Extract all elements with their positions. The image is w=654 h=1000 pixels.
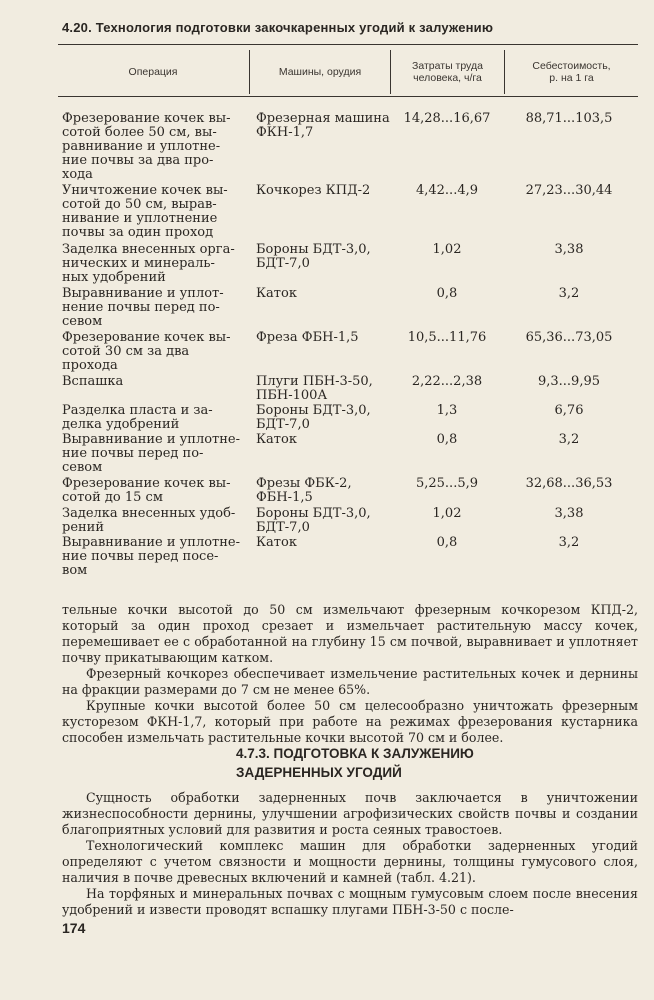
table-caption: 4.20. Технология подготовки закочкаренных угодий к залужению xyxy=(62,20,494,35)
machines-cell: Фрезы ФБК-2, ФБН-1,5 xyxy=(256,476,352,505)
machines-cell: Фрезерная машина ФКН-1,7 xyxy=(256,111,390,140)
operation-cell: Уничтожение кочек вы- сотой до 50 см, вырав- нивание и уплотнение почвы за один проход xyxy=(62,183,228,240)
paragraph: Сущность обработки задерненных почв заключается в уничтожении жизнеспособности дернины, улучшении агрофизических свойств почвы и создании благоприятных условий для развития и роста сеяных травостоев. xyxy=(62,790,638,837)
machines-cell: Каток xyxy=(256,535,297,550)
machines-cell: Кочкорез КПД-2 xyxy=(256,183,371,198)
machines-cell: Каток xyxy=(256,286,297,301)
cost-cell: 3,38 xyxy=(554,242,584,257)
body-text-bottom xyxy=(62,790,638,918)
operation-cell: Фрезерование кочек вы- сотой до 15 см xyxy=(62,476,231,505)
labor-cell: 0,8 xyxy=(436,432,458,447)
cost-cell: 27,23...30,44 xyxy=(525,183,613,198)
cost-cell: 3,38 xyxy=(554,506,584,521)
labor-cell: 4,42...4,9 xyxy=(415,183,479,198)
labor-cell: 14,28...16,67 xyxy=(403,111,491,126)
operation-cell: Выравнивание и уплотне- ние почвы перед по- севом xyxy=(62,432,240,475)
cost-cell: 3,2 xyxy=(558,535,580,550)
operation-cell: Заделка внесенных удоб- рений xyxy=(62,506,236,535)
cost-cell: 9,3...9,95 xyxy=(537,374,601,389)
header-machines: Машины, орудия xyxy=(278,66,362,78)
labor-cell: 2,22...2,38 xyxy=(411,374,483,389)
page-number: 174 xyxy=(62,920,86,936)
operation-cell: Выравнивание и уплот- нение почвы перед по- севом xyxy=(62,286,224,329)
operation-cell: Выравнивание и уплотне- ние почвы перед посе- вом xyxy=(62,535,240,578)
operation-cell: Заделка внесенных орга- нических и минераль- ных удобрений xyxy=(62,242,235,285)
cost-cell: 3,2 xyxy=(558,286,580,301)
paragraph: Технологический комплекс машин для обработки задерненных угодий определяют с учетом связности и мощности дернины, толщины гумусового слоя, наличия в почве древесных включений и камней (табл. 4.21). xyxy=(62,838,638,885)
machines-cell: Бороны БДТ-3,0, БДТ-7,0 xyxy=(256,242,371,271)
machines-cell: Каток xyxy=(256,432,297,447)
labor-cell: 5,25...5,9 xyxy=(415,476,479,491)
cost-cell: 65,36...73,05 xyxy=(525,330,613,345)
body-text-top xyxy=(62,602,638,746)
operation-cell: Вспашка xyxy=(62,374,124,389)
cost-cell: 32,68...36,53 xyxy=(525,476,613,491)
cost-cell: 6,76 xyxy=(554,403,584,418)
labor-cell: 1,02 xyxy=(432,506,462,521)
machines-cell: Бороны БДТ-3,0, БДТ-7,0 xyxy=(256,403,371,432)
labor-cell: 1,3 xyxy=(436,403,458,418)
labor-cell: 1,02 xyxy=(432,242,462,257)
header-operation: Операция xyxy=(128,66,178,78)
header-labor: Затраты труда человека, ч/га xyxy=(412,60,483,84)
cost-cell: 88,71...103,5 xyxy=(525,111,613,126)
paragraph: Крупные кочки высотой более 50 см целесообразно уничтожать фрезерным кусторезом ФКН-1,7, который при работе на режимах фрезерования кустарника способен измельчать растительные кочки высотой 70 см и более. xyxy=(62,698,638,745)
header-bottom-rule xyxy=(58,96,638,97)
paragraph: На торфяных и минеральных почвах с мощным гумусовым слоем после внесения удобрений и извести проводят вспашку плугами ПБН-3-50 с после- xyxy=(62,886,638,917)
machines-cell: Бороны БДТ-3,0, БДТ-7,0 xyxy=(256,506,371,535)
header-cost: Себестоимость, р. на 1 га xyxy=(532,60,611,84)
operation-cell: Разделка пласта и за- делка удобрений xyxy=(62,403,213,432)
labor-cell: 0,8 xyxy=(436,535,458,550)
machines-cell: Фреза ФБН-1,5 xyxy=(256,330,359,345)
section-title: 4.7.3. ПОДГОТОВКА К ЗАЛУЖЕНИЮ ЗАДЕРНЕННЫХ УГОДИЙ xyxy=(236,746,474,780)
table-top-rule xyxy=(58,44,638,45)
machines-cell: Плуги ПБН-3-50, ПБН-100А xyxy=(256,374,373,403)
operation-cell: Фрезерование кочек вы- сотой более 50 см, вы- равнивание и уплотне- ние почвы за два про- хода xyxy=(62,111,231,182)
labor-cell: 0,8 xyxy=(436,286,458,301)
operation-cell: Фрезерование кочек вы- сотой 30 см за два прохода xyxy=(62,330,231,373)
paragraph: Фрезерный кочкорез обеспечивает измельчение растительных кочек и дернины на фракции размерами до 7 см не менее 65%. xyxy=(62,666,638,697)
paragraph: тельные кочки высотой до 50 см измельчают фрезерным кочкорезом КПД-2, который за один проход срезает и измельчает растительную массу кочек, перемешивает ее с обработанной на глубину 15 см почвой, выравнивает и уплотняет почву прикатывающим катком. xyxy=(62,602,638,665)
labor-cell: 10,5...11,76 xyxy=(407,330,487,345)
cost-cell: 3,2 xyxy=(558,432,580,447)
